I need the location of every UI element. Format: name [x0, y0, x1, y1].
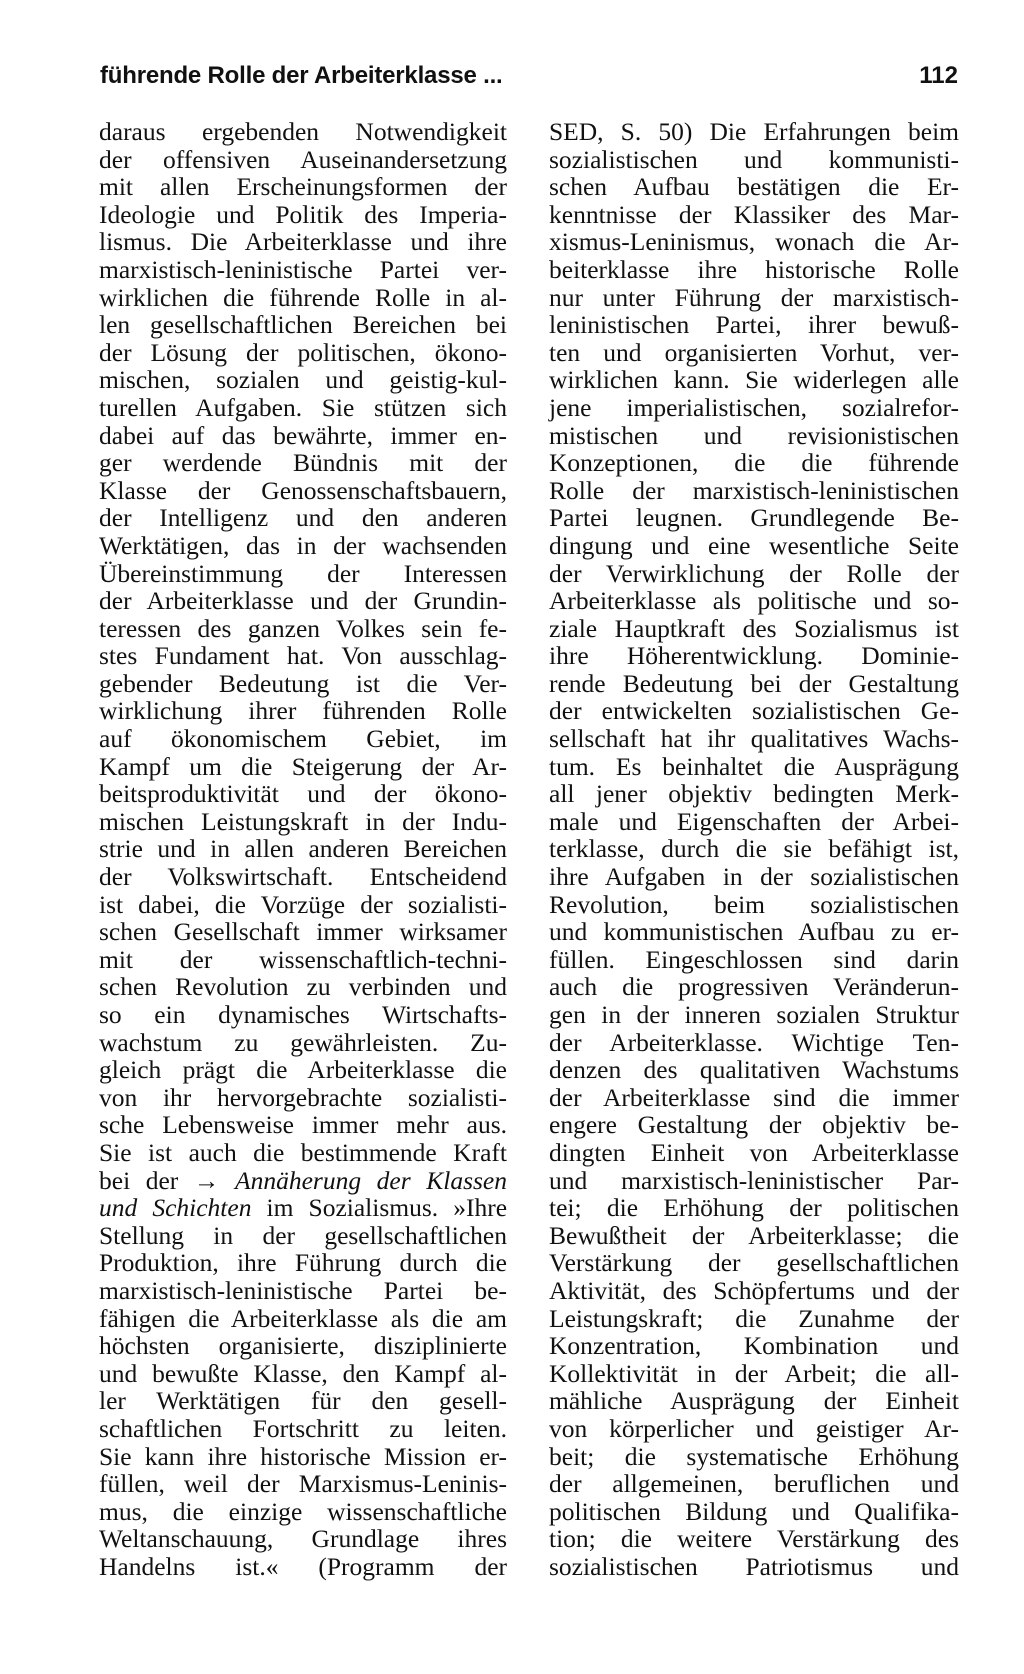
text-line: ler Werktätigen für den gesell-: [99, 1386, 507, 1416]
text-line: gebender Bedeutung ist die Ver-: [99, 668, 507, 698]
text-line: politischen Bildung und Qualifika-: [549, 1496, 959, 1526]
left-text-column: [99, 118, 507, 1580]
text-line: Rolle der marxistisch-leninistischen: [549, 475, 959, 505]
text-line: gleich prägt die Arbeiterklasse die: [99, 1055, 507, 1085]
text-line: Revolution, beim sozialistischen: [549, 889, 959, 919]
text-line: so ein dynamisches Wirtschafts-: [99, 1000, 507, 1029]
text-line: tion; die weitere Verstärkung des: [549, 1524, 959, 1554]
text-line: der Arbeiterklasse und der Grundin-: [99, 586, 507, 616]
text-line-with-reference: [99, 1194, 507, 1222]
text-line: sozialistischen und kommunisti-: [549, 144, 959, 174]
text-line: Stellung in der gesellschaftlichen: [99, 1220, 507, 1250]
text-line: beiterklasse ihre historische Rolle: [549, 254, 959, 284]
text-line: teressen des ganzen Volkes sein fe-: [99, 613, 507, 643]
text-line: Leistungskraft; die Zunahme der: [549, 1303, 959, 1333]
text-line: Weltanschauung, Grundlage ihres: [99, 1524, 507, 1554]
text-line: stes Fundament hat. Von ausschlag-: [99, 641, 507, 671]
text-line: len gesellschaftlichen Bereichen bei: [99, 310, 507, 340]
text-line: Übereinstimmung der Interessen: [99, 558, 507, 588]
text-line: wirklichen kann. Sie widerlegen alle: [549, 365, 959, 395]
text-line: und kommunistischen Aufbau zu er-: [549, 917, 959, 947]
text-line: ger werdende Bündnis mit der: [99, 448, 507, 478]
text-line: ist dabei, die Vorzüge der sozialisti-: [99, 889, 507, 919]
text-line: Handelns ist.« (Programm der: [99, 1551, 507, 1581]
text-line: daraus ergebenden Notwendigkeit: [99, 117, 507, 146]
text-line: Aktivität, des Schöpfertums und der: [549, 1275, 959, 1305]
text-line: marxistisch-leninistische Partei be-: [99, 1275, 507, 1305]
text-line: Arbeiterklasse als politische und so-: [549, 586, 959, 616]
text-line: mähliche Ausprägung der Einheit: [549, 1386, 959, 1416]
text-line: sche Lebensweise immer mehr aus.: [99, 1110, 507, 1140]
text-fragment: bei der: [99, 1165, 179, 1195]
text-line: Kampf um die Steigerung der Ar-: [99, 751, 507, 781]
text-line: Bewußtheit der Arbeiterklasse; die: [549, 1220, 959, 1250]
text-line: Ideologie und Politik des Imperia-: [99, 199, 507, 229]
text-line: von ihr hervorgebrachte sozialisti-: [99, 1082, 507, 1112]
text-line: wirklichen die führende Rolle in al-: [99, 282, 507, 312]
text-line: schen Revolution zu verbinden und: [99, 972, 507, 1002]
text-line: beit; die systematische Erhöhung: [549, 1441, 959, 1471]
text-line: und marxistisch-leninistischer Par-: [549, 1165, 959, 1195]
text-line: Konzentration, Kombination und: [549, 1331, 959, 1361]
text-line: und bewußte Klasse, den Kampf al-: [99, 1358, 507, 1388]
text-line: denzen des qualitativen Wachstums: [549, 1055, 959, 1085]
text-line: Verstärkung der gesellschaftlichen: [549, 1248, 959, 1278]
text-line: der entwickelten sozialistischen Ge-: [549, 696, 959, 726]
text-line: ziale Hauptkraft des Sozialismus ist: [549, 613, 959, 643]
text-line: der Arbeiterklasse sind die immer: [549, 1082, 959, 1112]
text-line: marxistisch-leninistische Partei ver-: [99, 254, 507, 284]
text-line: wachstum zu gewährleisten. Zu-: [99, 1027, 507, 1057]
text-line: Produktion, ihre Führung durch die: [99, 1248, 507, 1278]
text-line: SED, S. 50) Die Erfahrungen beim: [549, 117, 959, 146]
text-line: beitsproduktivität und der ökono-: [99, 779, 507, 809]
text-line: mischen Leistungskraft in der Indu-: [99, 806, 507, 836]
text-line: kenntnisse der Klassiker des Mar-: [549, 199, 959, 229]
text-line: Konzeptionen, die die führende: [549, 448, 959, 478]
text-line: mistischen und revisionistischen: [549, 420, 959, 450]
text-line: leninistischen Partei, ihrer bewuß-: [549, 310, 959, 340]
text-line: dingung und eine wesentliche Seite: [549, 530, 959, 560]
text-line: turellen Aufgaben. Sie stützen sich: [99, 392, 507, 422]
running-title: führende Rolle der Arbeiterklasse ...: [100, 62, 503, 89]
text-line-with-reference: [99, 1167, 507, 1195]
text-line: wirklichung ihrer führenden Rolle: [99, 696, 507, 726]
text-line: nur unter Führung der marxistisch-: [549, 282, 959, 312]
cross-reference-arrow: →: [193, 1165, 220, 1195]
text-line: Sie kann ihre historische Mission er-: [99, 1441, 507, 1471]
text-line: fähigen die Arbeiterklasse als die am: [99, 1303, 507, 1333]
text-line: schaftlichen Fortschritt zu leiten.: [99, 1413, 507, 1443]
text-line: füllen. Eingeschlossen sind darin: [549, 944, 959, 974]
text-line: dabei auf das bewährte, immer en-: [99, 420, 507, 450]
text-line: terklasse, durch die sie befähigt ist,: [549, 834, 959, 864]
text-line: von körperlicher und geistiger Ar-: [549, 1413, 959, 1443]
text-line: mus, die einzige wissenschaftliche: [99, 1496, 507, 1526]
text-line: tei; die Erhöhung der politischen: [549, 1193, 959, 1223]
text-line: mischen, sozialen und geistig-kul-: [99, 365, 507, 395]
text-line: der allgemeinen, beruflichen und: [549, 1469, 959, 1499]
text-line: füllen, weil der Marxismus-Leninis-: [99, 1469, 507, 1499]
text-line: tum. Es beinhaltet die Ausprägung: [549, 751, 959, 781]
text-line: xismus-Leninismus, wonach die Ar-: [549, 227, 959, 257]
text-line: gen in der inneren sozialen Struktur: [549, 1000, 959, 1029]
text-line: höchsten organisierte, disziplinierte: [99, 1331, 507, 1361]
cross-reference-link[interactable]: Annäherung der Klassen: [235, 1165, 507, 1195]
text-line: schen Gesellschaft immer wirksamer: [99, 917, 507, 947]
text-line: male und Eigenschaften der Arbei-: [549, 806, 959, 836]
text-line: dingten Einheit von Arbeiterklasse: [549, 1137, 959, 1167]
text-line: der Volkswirtschaft. Entscheidend: [99, 862, 507, 892]
text-line: Sie ist auch die bestimmende Kraft: [99, 1137, 507, 1167]
text-line: schen Aufbau bestätigen die Er-: [549, 172, 959, 202]
text-line: ihre Aufgaben in der sozialistischen: [549, 862, 959, 892]
text-line: ten und organisierten Vorhut, ver-: [549, 337, 959, 367]
text-fragment: im Sozialismus. »Ihre: [266, 1193, 508, 1223]
text-line: strie und in allen anderen Bereichen: [99, 834, 507, 864]
text-line: engere Gestaltung der objektiv be-: [549, 1110, 959, 1140]
text-line: all jener objektiv bedingten Merk-: [549, 779, 959, 809]
text-line: der Intelligenz und den anderen: [99, 503, 507, 533]
text-line: rende Bedeutung bei der Gestaltung: [549, 668, 959, 698]
text-line: der Arbeiterklasse. Wichtige Ten-: [549, 1027, 959, 1057]
text-line: auch die progressiven Veränderun-: [549, 972, 959, 1002]
text-line: der Verwirklichung der Rolle der: [549, 558, 959, 588]
text-line: lismus. Die Arbeiterklasse und ihre: [99, 227, 507, 257]
text-line: sozialistischen Patriotismus und: [549, 1551, 959, 1581]
cross-reference-link-continued[interactable]: und Schichten: [99, 1193, 252, 1223]
page-number: 112: [919, 62, 958, 89]
text-line: der Lösung der politischen, ökono-: [99, 337, 507, 367]
text-line: Werktätigen, das in der wachsenden: [99, 530, 507, 560]
text-line: Partei leugnen. Grundlegende Be-: [549, 503, 959, 533]
text-line: mit der wissenschaftlich-techni-: [99, 944, 507, 974]
text-line: der offensiven Auseinandersetzung: [99, 144, 507, 174]
text-line: sellschaft hat ihr qualitatives Wachs-: [549, 724, 959, 754]
text-line: Kollektivität in der Arbeit; die all-: [549, 1358, 959, 1388]
text-line: auf ökonomischem Gebiet, im: [99, 724, 507, 754]
text-line: mit allen Erscheinungsformen der: [99, 172, 507, 202]
text-line: ihre Höherentwicklung. Dominie-: [549, 641, 959, 671]
text-line: Klasse der Genossenschaftsbauern,: [99, 475, 507, 505]
right-text-column: [549, 118, 959, 1580]
text-line: jene imperialistischen, sozialrefor-: [549, 392, 959, 422]
